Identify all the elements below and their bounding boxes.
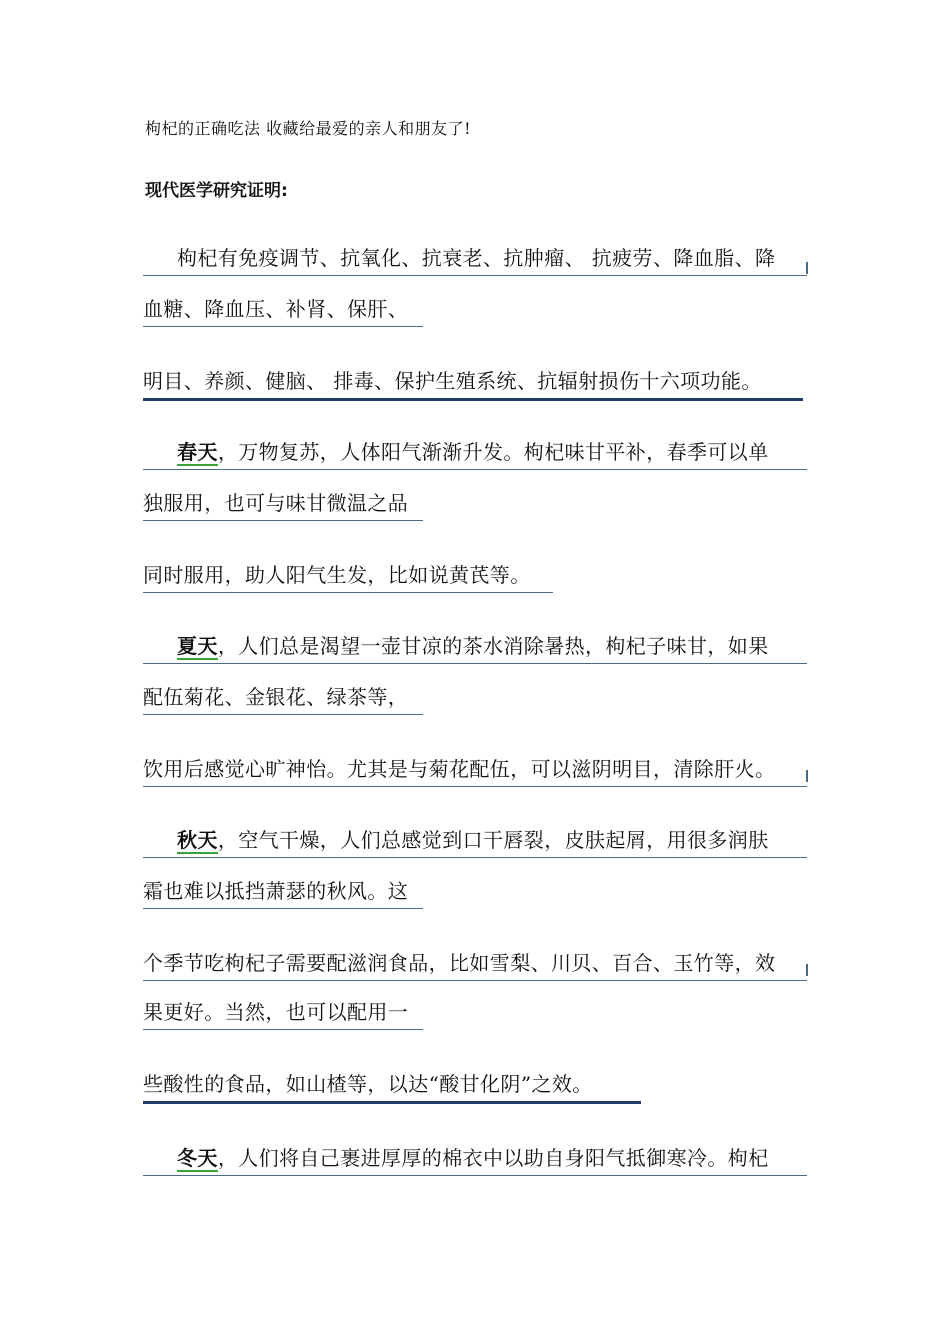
season-label-autumn: 秋天 xyxy=(177,828,218,852)
paragraph-line: 明目、养颜、健脑、 排毒、保护生殖系统、抗辐射损伤十六项功能。 xyxy=(143,367,803,401)
paragraph-line: 霜也难以抵挡萧瑟的秋风。这 xyxy=(143,877,423,909)
underline-tick xyxy=(806,770,808,782)
paragraph-line: 血糖、降血压、补肾、保肝、 xyxy=(143,295,423,327)
paragraph-line: 果更好。当然，也可以配用一 xyxy=(143,998,423,1030)
underline-tick xyxy=(806,964,808,976)
paragraph-line: 个季节吃枸杞子需要配滋润食品，比如雪梨、川贝、百合、玉竹等，效 xyxy=(143,949,807,981)
paragraph-line: 些酸性的食品，如山楂等，以达“酸甘化阴”之效。 xyxy=(143,1070,641,1104)
paragraph-line: 秋天，空气干燥，人们总感觉到口干唇裂，皮肤起屑，用很多润肤 xyxy=(143,826,807,858)
season-label-winter: 冬天 xyxy=(177,1146,218,1170)
paragraph-line: 春天，万物复苏，人体阳气渐渐升发。枸杞味甘平补，春季可以单 xyxy=(143,438,807,470)
paragraph-line: 同时服用，助人阳气生发，比如说黄芪等。 xyxy=(143,561,553,593)
underline-tick xyxy=(806,262,808,274)
paragraph-line: 饮用后感觉心旷神怡。尤其是与菊花配伍，可以滋阴明目，清除肝火。 xyxy=(143,755,807,787)
paragraph-line: 冬天，人们将自己裹进厚厚的棉衣中以助自身阳气抵御寒冷。枸杞 xyxy=(143,1144,807,1176)
season-label-spring: 春天 xyxy=(177,440,218,464)
paragraph-line: 独服用，也可与味甘微温之品 xyxy=(143,489,423,521)
paragraph-line: 夏天，人们总是渴望一壶甘凉的茶水消除暑热，枸杞子味甘，如果 xyxy=(143,632,807,664)
paragraph-line: 配伍菊花、金银花、绿茶等， xyxy=(143,683,423,715)
document-title: 枸杞的正确吃法 收藏给最爱的亲人和朋友了! xyxy=(145,119,472,138)
season-label-summer: 夏天 xyxy=(177,634,218,658)
section-subtitle: 现代医学研究证明: xyxy=(145,181,288,201)
paragraph-line: 枸杞有免疫调节、抗氧化、抗衰老、抗肿瘤、 抗疲劳、降血脂、降 xyxy=(143,244,807,276)
